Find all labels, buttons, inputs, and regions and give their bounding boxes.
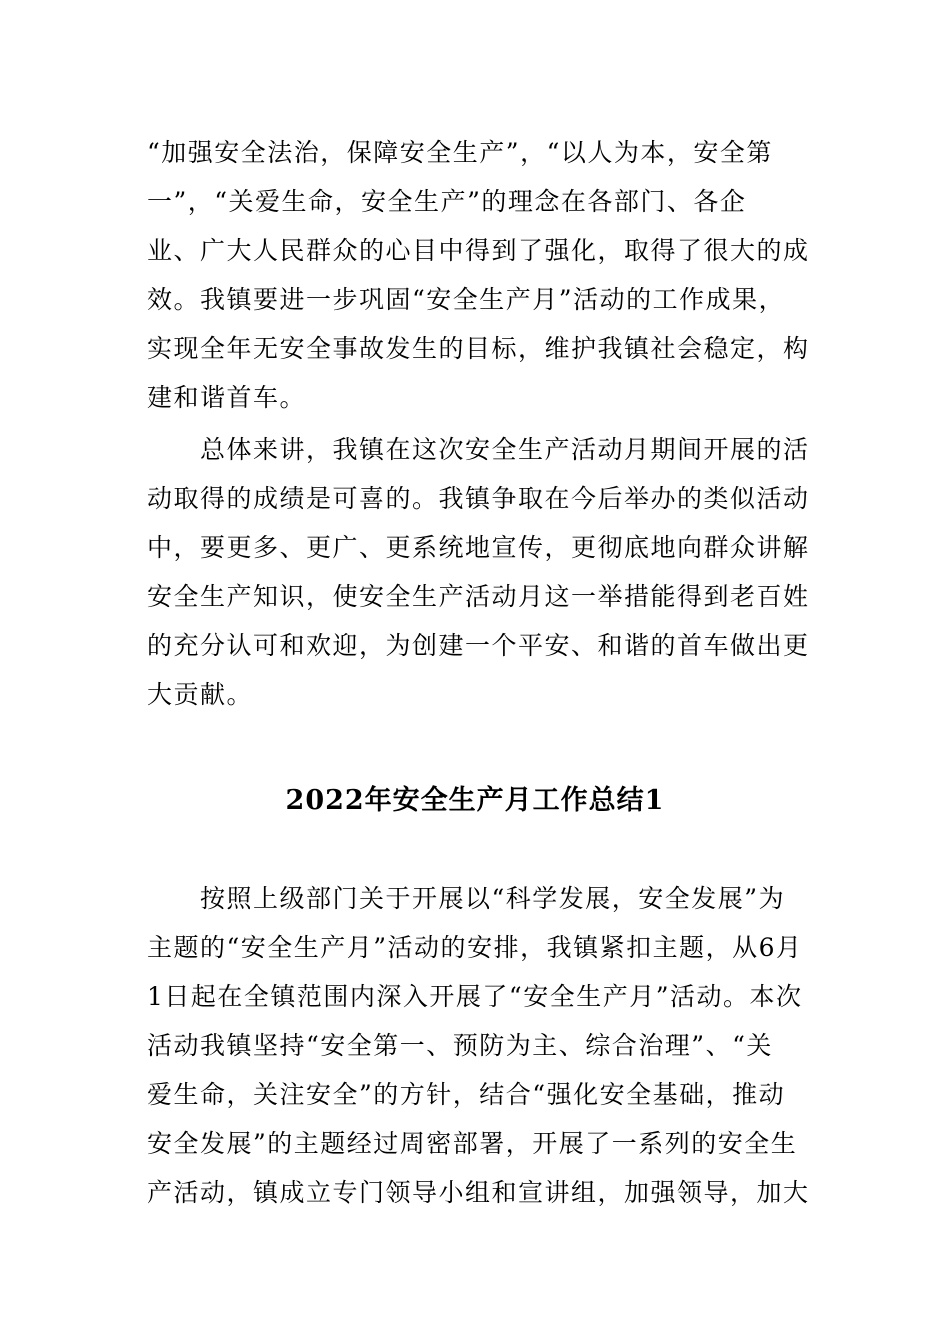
text-line: 安全生产知识，使安全生产活动月这一举措能得到老百姓 — [147, 582, 810, 611]
text-line: 一”，“关爱生命，安全生产”的理念在各部门、各企 — [147, 187, 747, 216]
text-line: 建和谐首车。 — [147, 383, 307, 412]
text-line: 产活动，镇成立专门领导小组和宣讲组，加强领导，加大 — [147, 1178, 810, 1207]
section-title: 2022年安全生产月工作总结1 — [285, 785, 665, 816]
text-line: 爱生命，关注安全”的方针，结合“强化安全基础，推动 — [147, 1080, 786, 1109]
text-line: 活动我镇坚持“安全第一、预防为主、综合治理”、“关 — [147, 1031, 773, 1060]
text-line: 按照上级部门关于开展以“科学发展，安全发展”为 — [147, 884, 786, 913]
text-line: 中，要更多、更广、更系统地宣传，更彻底地向群众讲解 — [147, 533, 810, 562]
text-line: “加强安全法治，保障安全生产”，“以人为本，安全第 — [147, 138, 773, 167]
text-line: 效。我镇要进一步巩固“安全生产月”活动的工作成果， — [147, 285, 786, 314]
text-line: 1日起在全镇范围内深入开展了“安全生产月”活动。本次 — [147, 982, 803, 1011]
text-line: 总体来讲，我镇在这次安全生产活动月期间开展的活 — [147, 435, 810, 464]
text-line: 的充分认可和欢迎，为创建一个平安、和谐的首车做出更 — [147, 631, 810, 660]
text-line: 安全发展”的主题经过周密部署，开展了一系列的安全生 — [147, 1129, 798, 1158]
text-line: 业、广大人民群众的心目中得到了强化，取得了很大的成 — [147, 236, 810, 265]
text-line: 实现全年无安全事故发生的目标，维护我镇社会稳定，构 — [147, 334, 810, 363]
text-line: 主题的“安全生产月”活动的安排，我镇紧扣主题，从6月 — [147, 933, 803, 962]
text-line: 大贡献。 — [147, 680, 254, 709]
text-line: 动取得的成绩是可喜的。我镇争取在今后举办的类似活动 — [147, 484, 810, 513]
